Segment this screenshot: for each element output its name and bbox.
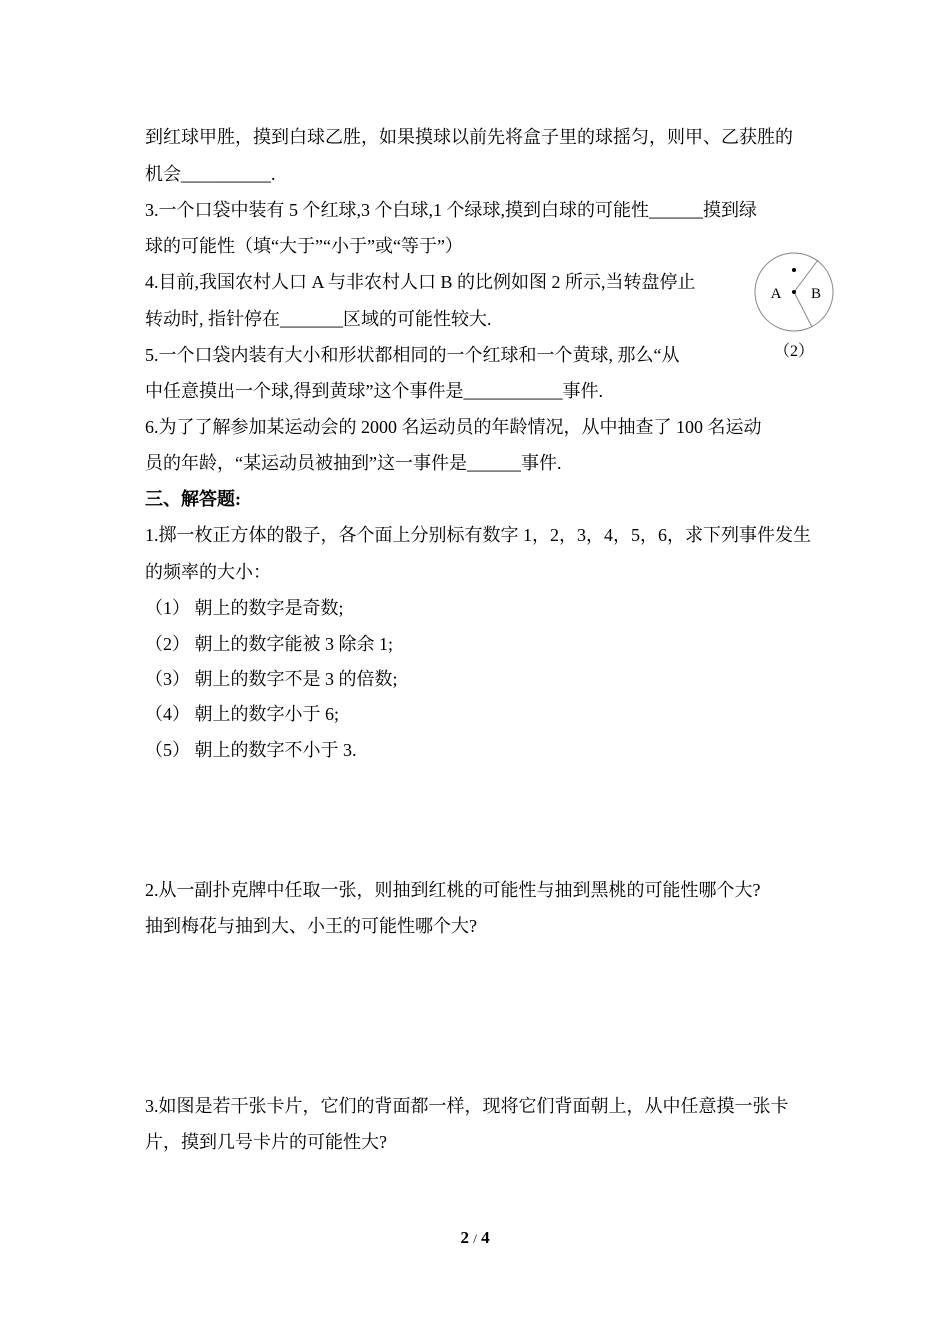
pointer-dot-center: [792, 290, 796, 294]
question-5-line-2: 中任意摸出一个球,得到黄球”这个事件是___________事件.: [145, 381, 603, 401]
q1-line-1: 1.掷一枚正方体的骰子，各个面上分别标有数字 1，2，3，4，5，6，求下列事件发生: [145, 525, 811, 545]
line-1: 到红球甲胜，摸到白球乙胜，如果摸球以前先将盒子里的球摇匀，则甲、乙获胜的: [145, 127, 793, 147]
q1-item-5: （5） 朝上的数字不小于 3.: [145, 740, 357, 760]
page-number: 2: [460, 1228, 469, 1247]
q2-line-1: 2.从一副扑克牌中任取一张，则抽到红桃的可能性与抽到黑桃的可能性哪个大?: [145, 880, 761, 900]
question-4-line-2: 转动时, 指针停在_______区域的可能性较大.: [145, 309, 492, 329]
question-6-line-1: 6.为了了解参加某运动会的 2000 名运动员的年龄情况，从中抽查了 100 名运动: [145, 417, 762, 437]
q1-item-2: （2） 朝上的数字能被 3 除余 1;: [145, 634, 393, 654]
q2-line-2: 抽到梅花与抽到大、小王的可能性哪个大?: [145, 916, 477, 936]
page-total: 4: [481, 1228, 490, 1247]
question-4-line-1: 4.目前,我国农村人口 A 与非农村人口 B 的比例如图 2 所示,当转盘停止: [145, 272, 696, 292]
q3-line-2: 片，摸到几号卡片的可能性大?: [145, 1132, 387, 1152]
region-b-label: B: [810, 286, 822, 302]
pointer-dot-top: [792, 268, 796, 272]
spinner-diagram: [752, 250, 836, 334]
q1-item-4: （4） 朝上的数字小于 6;: [145, 704, 340, 724]
page-separator: /: [473, 1231, 477, 1246]
section-heading: 三、解答题:: [145, 489, 241, 509]
q1-item-1: （1） 朝上的数字是奇数;: [145, 598, 344, 618]
line-2: 机会__________.: [145, 164, 276, 184]
question-3-line-2: 球的可能性（填“大于”“小于”或“等于”）: [145, 236, 463, 256]
q3-line-1: 3.如图是若干张卡片，它们的背面都一样，现将它们背面朝上，从中任意摸一张卡: [145, 1096, 789, 1116]
question-5-line-1: 5.一个口袋内装有大小和形状都相同的一个红球和一个黄球, 那么“从: [145, 345, 680, 365]
spinner-figure: [752, 250, 836, 360]
figure-caption: （2）: [773, 343, 814, 360]
spinner-divider-lower: [794, 292, 812, 327]
q1-item-3: （3） 朝上的数字不是 3 的倍数;: [145, 669, 398, 689]
region-a-label: A: [770, 286, 782, 302]
question-3-line-1: 3.一个口袋中装有 5 个红球,3 个白球,1 个绿球,摸到白球的可能性______摸到绿: [145, 200, 757, 220]
q1-line-2: 的频率的大小：: [145, 562, 271, 582]
page-footer: [0, 1228, 950, 1248]
question-6-line-2: 员的年龄，“某运动员被抽到”这一事件是______事件.: [145, 453, 562, 473]
